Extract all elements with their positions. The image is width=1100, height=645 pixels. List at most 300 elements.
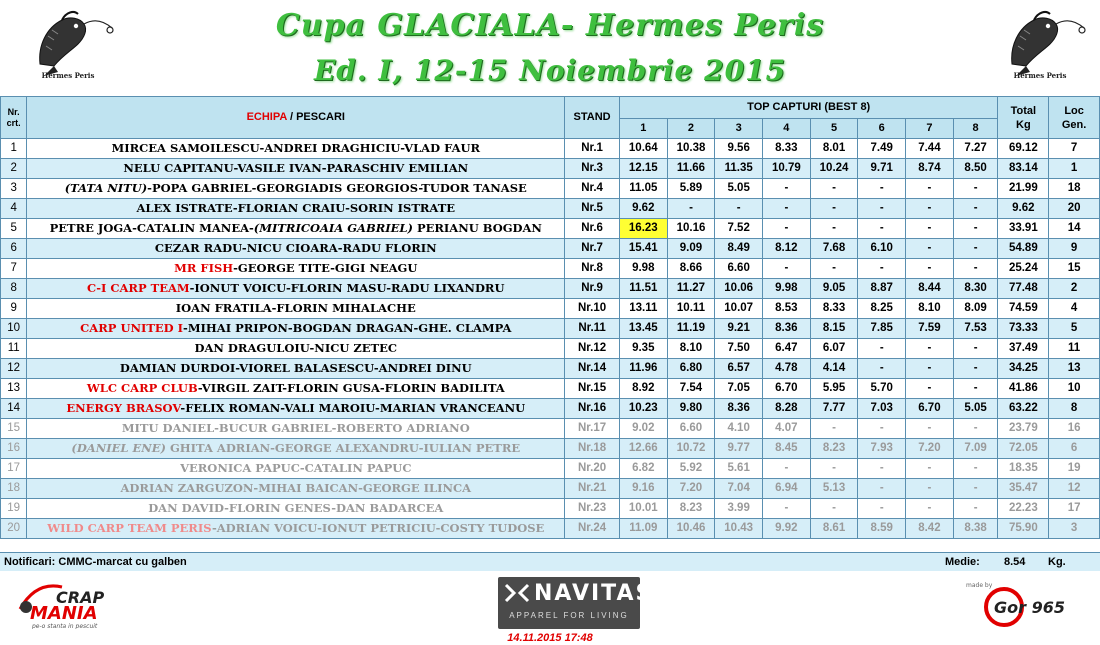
general-place: 16 (1049, 419, 1100, 439)
capture-weight: - (763, 459, 811, 479)
capture-weight: 7.04 (715, 479, 763, 499)
row-number: 12 (1, 359, 27, 379)
header-top-col: 3 (715, 119, 763, 139)
capture-weight: 6.47 (763, 339, 811, 359)
capture-weight: - (763, 199, 811, 219)
team-name (27, 359, 565, 379)
capture-weight: - (810, 179, 858, 199)
crap-mania-logo (16, 579, 146, 629)
team-name (27, 419, 565, 439)
capture-weight: - (953, 219, 998, 239)
capture-weight: - (953, 179, 998, 199)
navitas-mark-icon (504, 583, 530, 603)
team-name-segment: ENERGY BRASOV (66, 401, 181, 415)
capture-weight: 10.16 (667, 219, 715, 239)
capture-weight: 11.19 (667, 319, 715, 339)
capture-weight: 10.79 (763, 159, 811, 179)
capture-weight: 8.23 (810, 439, 858, 459)
capture-weight: - (906, 479, 954, 499)
capture-weight: 7.20 (906, 439, 954, 459)
header-loc: Loc Gen. (1049, 97, 1100, 139)
capture-weight: - (953, 419, 998, 439)
team-name (27, 259, 565, 279)
team-name (27, 379, 565, 399)
capture-weight: 4.14 (810, 359, 858, 379)
capture-weight: 7.03 (858, 399, 906, 419)
team-name-segment: NELU CAPITANU-VASILE IVAN-PARASCHIV EMILIAN (123, 161, 469, 175)
capture-weight: 7.54 (667, 379, 715, 399)
capture-weight: 12.66 (619, 439, 667, 459)
capture-weight: - (953, 359, 998, 379)
capture-weight: 8.33 (763, 139, 811, 159)
stand-number: Nr.14 (565, 359, 620, 379)
table-row (1, 439, 1100, 459)
stand-number: Nr.23 (565, 499, 620, 519)
capture-weight: - (906, 459, 954, 479)
stand-number: Nr.5 (565, 199, 620, 219)
stand-number: Nr.18 (565, 439, 620, 459)
team-name-segment: -POPA GABRIEL-GEORGIADIS GEORGIOS-TUDOR TANASE (147, 181, 527, 195)
capture-weight: 8.33 (810, 299, 858, 319)
capture-weight: 8.66 (667, 259, 715, 279)
general-place: 19 (1049, 459, 1100, 479)
capture-weight: 6.57 (715, 359, 763, 379)
total-kg: 73.33 (998, 319, 1049, 339)
capture-weight: 6.60 (715, 259, 763, 279)
table-row (1, 479, 1100, 499)
row-number: 19 (1, 499, 27, 519)
capture-weight: - (953, 379, 998, 399)
capture-weight: 11.09 (619, 519, 667, 539)
team-name-segment: DAN DAVID-FLORIN GENES-DAN BADARCEA (148, 501, 444, 515)
team-name-segment: MITU DANIEL-BUCUR GABRIEL-ROBERTO ADRIANO (121, 421, 470, 435)
capture-weight: 6.70 (906, 399, 954, 419)
capture-weight: 8.38 (953, 519, 998, 539)
row-number: 11 (1, 339, 27, 359)
capture-weight: 7.20 (667, 479, 715, 499)
total-kg: 75.90 (998, 519, 1049, 539)
row-number: 4 (1, 199, 27, 219)
stand-number: Nr.15 (565, 379, 620, 399)
capture-weight: 11.51 (619, 279, 667, 299)
capture-weight: 9.56 (715, 139, 763, 159)
results-table (0, 96, 1100, 539)
team-name (27, 299, 565, 319)
footer-notes (0, 552, 1100, 572)
capture-weight: 9.21 (715, 319, 763, 339)
capture-weight: 8.30 (953, 279, 998, 299)
table-row (1, 499, 1100, 519)
team-name-segment: -GEORGE TITE-GIGI NEAGU (233, 261, 418, 275)
capture-weight: - (858, 359, 906, 379)
row-number: 6 (1, 239, 27, 259)
capture-weight: 8.09 (953, 299, 998, 319)
capture-weight: 10.23 (619, 399, 667, 419)
capture-weight: - (763, 499, 811, 519)
capture-weight: - (858, 199, 906, 219)
capture-weight: - (763, 179, 811, 199)
capture-weight: 9.98 (619, 259, 667, 279)
capture-weight: - (906, 259, 954, 279)
capture-weight: 6.82 (619, 459, 667, 479)
stand-number: Nr.21 (565, 479, 620, 499)
capture-weight: 7.05 (715, 379, 763, 399)
team-name-segment: (TATA NITU) (64, 181, 148, 195)
stand-number: Nr.7 (565, 239, 620, 259)
capture-weight: 5.61 (715, 459, 763, 479)
team-name-segment: WLC CARP CLUB (86, 381, 198, 395)
capture-weight: - (810, 499, 858, 519)
header-top-col: 7 (906, 119, 954, 139)
capture-weight: - (906, 379, 954, 399)
general-place: 18 (1049, 179, 1100, 199)
capture-weight: 9.98 (763, 279, 811, 299)
capture-weight: 10.72 (667, 439, 715, 459)
capture-weight: - (858, 339, 906, 359)
capture-weight: 11.66 (667, 159, 715, 179)
capture-weight: 8.45 (763, 439, 811, 459)
row-number: 17 (1, 459, 27, 479)
capture-weight: 9.92 (763, 519, 811, 539)
capture-weight: 8.23 (667, 499, 715, 519)
gor-965-logo (960, 577, 1090, 631)
capture-weight: 10.38 (667, 139, 715, 159)
capture-weight: 9.62 (619, 199, 667, 219)
capture-weight: 8.53 (763, 299, 811, 319)
table-row (1, 199, 1100, 219)
row-number: 10 (1, 319, 27, 339)
general-place: 2 (1049, 279, 1100, 299)
capture-weight: 6.10 (858, 239, 906, 259)
team-name (27, 499, 565, 519)
general-place: 11 (1049, 339, 1100, 359)
table-row (1, 339, 1100, 359)
team-name-segment: VERONICA PAPUC-CATALIN PAPUC (180, 461, 412, 475)
capture-weight: - (953, 499, 998, 519)
general-place: 6 (1049, 439, 1100, 459)
capture-weight: 11.05 (619, 179, 667, 199)
total-kg: 35.47 (998, 479, 1049, 499)
capture-weight: - (953, 479, 998, 499)
logo-caption: Hermes Peris (41, 71, 95, 80)
capture-weight: 4.07 (763, 419, 811, 439)
capture-weight: 5.13 (810, 479, 858, 499)
capture-weight: 10.11 (667, 299, 715, 319)
team-name-segment: ADRIAN ZARGUZON-MIHAI BAICAN-GEORGE ILINCA (120, 481, 472, 495)
table-row (1, 419, 1100, 439)
general-place: 15 (1049, 259, 1100, 279)
capture-weight: - (906, 419, 954, 439)
capture-weight: 13.45 (619, 319, 667, 339)
svg-text:MANIA: MANIA (30, 603, 98, 624)
general-place: 4 (1049, 299, 1100, 319)
capture-weight: 7.50 (715, 339, 763, 359)
header-top-col: 6 (858, 119, 906, 139)
total-kg: 9.62 (998, 199, 1049, 219)
capture-weight: 15.41 (619, 239, 667, 259)
table-row (1, 459, 1100, 479)
stand-number: Nr.16 (565, 399, 620, 419)
team-name-segment: -MIHAI PRIPON-BOGDAN DRAGAN-GHE. CLAMPA (183, 321, 512, 335)
capture-weight: 8.15 (810, 319, 858, 339)
capture-weight: 10.06 (715, 279, 763, 299)
capture-weight: - (810, 199, 858, 219)
logo-caption: Hermes Peris (1013, 71, 1067, 80)
team-name (27, 399, 565, 419)
team-name (27, 199, 565, 219)
capture-weight: - (715, 199, 763, 219)
capture-weight: 5.70 (858, 379, 906, 399)
team-name-segment: PERIANU BOGDAN (412, 221, 542, 235)
capture-weight: 7.77 (810, 399, 858, 419)
table-row (1, 179, 1100, 199)
general-place: 17 (1049, 499, 1100, 519)
team-name-segment: PETRE JOGA-CATALIN MANEA- (49, 221, 254, 235)
total-kg: 21.99 (998, 179, 1049, 199)
team-name-segment: -ADRIAN VOICU-IONUT PETRICIU-COSTY TUDOSE (211, 521, 545, 535)
capture-weight: 5.95 (810, 379, 858, 399)
capture-weight: 7.49 (858, 139, 906, 159)
capture-weight: - (906, 199, 954, 219)
average-label: Medie: (945, 556, 980, 568)
header-top-capturi: TOP CAPTURI (BEST 8) (619, 97, 998, 119)
page-title: Cupa GLACIALA- Hermes Peris (275, 8, 825, 43)
capture-weight: 8.92 (619, 379, 667, 399)
team-name-segment: ALEX ISTRATE-FLORIAN CRAIU-SORIN ISTRATE (136, 201, 456, 215)
capture-weight: - (906, 499, 954, 519)
capture-weight: - (906, 179, 954, 199)
svg-text:pe-o stanta in pescuit: pe-o stanta in pescuit (32, 623, 98, 629)
capture-weight: 10.46 (667, 519, 715, 539)
row-number: 5 (1, 219, 27, 239)
capture-weight: - (763, 219, 811, 239)
capture-weight: - (810, 219, 858, 239)
stand-number: Nr.1 (565, 139, 620, 159)
capture-weight: 9.71 (858, 159, 906, 179)
capture-weight: - (858, 499, 906, 519)
capture-weight: 11.35 (715, 159, 763, 179)
capture-weight: 7.44 (906, 139, 954, 159)
crap-mania-icon (16, 579, 146, 629)
capture-weight: 8.59 (858, 519, 906, 539)
header-echipa: ECHIPA / PESCARI (27, 97, 565, 139)
team-name (27, 439, 565, 459)
capture-weight: 10.43 (715, 519, 763, 539)
team-name (27, 459, 565, 479)
capture-weight: 8.28 (763, 399, 811, 419)
team-name-segment: DAN DRAGULOIU-NICU ZETEC (194, 341, 398, 355)
capture-weight: - (858, 459, 906, 479)
stand-number: Nr.24 (565, 519, 620, 539)
table-row (1, 399, 1100, 419)
general-place: 1 (1049, 159, 1100, 179)
navitas-logo (498, 577, 654, 629)
capture-weight: - (858, 259, 906, 279)
capture-weight: - (858, 479, 906, 499)
header-top-col: 1 (619, 119, 667, 139)
team-name-segment: IOAN FRATILA-FLORIN MIHALACHE (175, 301, 416, 315)
total-kg: 41.86 (998, 379, 1049, 399)
capture-weight: 7.53 (953, 319, 998, 339)
total-kg: 63.22 (998, 399, 1049, 419)
capture-weight: 11.96 (619, 359, 667, 379)
capture-weight: 7.52 (715, 219, 763, 239)
capture-weight: 7.27 (953, 139, 998, 159)
header-top-col: 5 (810, 119, 858, 139)
capture-weight: - (906, 239, 954, 259)
table-row (1, 159, 1100, 179)
page-header (0, 0, 1100, 96)
general-place: 12 (1049, 479, 1100, 499)
header-top-col: 8 (953, 119, 998, 139)
capture-weight: - (953, 459, 998, 479)
capture-weight: 6.80 (667, 359, 715, 379)
row-number: 14 (1, 399, 27, 419)
capture-weight: - (906, 219, 954, 239)
total-kg: 77.48 (998, 279, 1049, 299)
capture-weight: 13.11 (619, 299, 667, 319)
capture-weight: 9.80 (667, 399, 715, 419)
capture-weight: 6.60 (667, 419, 715, 439)
table-row (1, 259, 1100, 279)
capture-weight: - (953, 199, 998, 219)
capture-weight: 10.01 (619, 499, 667, 519)
team-name-segment: -VIRGIL ZAIT-FLORIN GUSA-FLORIN BADILITA (197, 381, 505, 395)
team-name (27, 239, 565, 259)
table-row (1, 379, 1100, 399)
team-name-segment: WILD CARP TEAM PERIS (47, 521, 212, 535)
capture-weight: 9.09 (667, 239, 715, 259)
table-row (1, 299, 1100, 319)
team-name (27, 479, 565, 499)
average-unit: Kg. (1048, 556, 1066, 568)
table-row (1, 219, 1100, 239)
stand-number: Nr.10 (565, 299, 620, 319)
team-name-segment: MR FISH (174, 261, 234, 275)
row-number: 16 (1, 439, 27, 459)
row-number: 13 (1, 379, 27, 399)
total-kg: 74.59 (998, 299, 1049, 319)
capture-weight: 8.61 (810, 519, 858, 539)
team-name-segment: MIRCEA SAMOILESCU-ANDREI DRAGHICIU-VLAD FAUR (111, 141, 481, 155)
hermes-peris-logo-right (990, 6, 1090, 88)
capture-weight: 8.36 (763, 319, 811, 339)
team-name (27, 279, 565, 299)
capture-weight: 6.07 (810, 339, 858, 359)
team-name-segment: CARP UNITED I (80, 321, 184, 335)
team-name-segment: -FELIX ROMAN-VALI MAROIU-MARIAN VRANCEANU (180, 401, 526, 415)
capture-weight: 4.10 (715, 419, 763, 439)
team-name (27, 159, 565, 179)
carp-fish-icon (990, 6, 1090, 78)
general-place: 13 (1049, 359, 1100, 379)
capture-weight: - (667, 199, 715, 219)
header-nr: Nr. crt. (1, 97, 27, 139)
general-place: 5 (1049, 319, 1100, 339)
team-name (27, 339, 565, 359)
stand-number: Nr.20 (565, 459, 620, 479)
general-place: 10 (1049, 379, 1100, 399)
capture-weight: 12.15 (619, 159, 667, 179)
stand-number: Nr.8 (565, 259, 620, 279)
table-row (1, 239, 1100, 259)
row-number: 1 (1, 139, 27, 159)
capture-weight: - (858, 219, 906, 239)
table-row (1, 519, 1100, 539)
capture-weight: - (810, 419, 858, 439)
header-total: Total Kg (998, 97, 1049, 139)
stand-number: Nr.11 (565, 319, 620, 339)
team-name-segment: C-I CARP TEAM (87, 281, 190, 295)
total-kg: 37.49 (998, 339, 1049, 359)
navitas-text: NAVITAS (534, 581, 654, 606)
team-name (27, 319, 565, 339)
capture-weight: 9.35 (619, 339, 667, 359)
capture-weight: 8.10 (667, 339, 715, 359)
table-row (1, 319, 1100, 339)
general-place: 3 (1049, 519, 1100, 539)
capture-weight: 9.16 (619, 479, 667, 499)
capture-weight: 16.23 (619, 219, 667, 239)
capture-weight: - (763, 259, 811, 279)
table-row (1, 359, 1100, 379)
general-place: 7 (1049, 139, 1100, 159)
capture-weight: - (858, 179, 906, 199)
capture-weight: 5.05 (953, 399, 998, 419)
capture-weight: 11.27 (667, 279, 715, 299)
navitas-tagline: APPAREL FOR LIVING (509, 611, 629, 620)
general-place: 9 (1049, 239, 1100, 259)
team-name (27, 139, 565, 159)
header-top-col: 2 (667, 119, 715, 139)
capture-weight: 7.85 (858, 319, 906, 339)
capture-weight: 8.42 (906, 519, 954, 539)
capture-weight: - (953, 259, 998, 279)
capture-weight: 8.12 (763, 239, 811, 259)
stand-number: Nr.9 (565, 279, 620, 299)
header-top-col: 4 (763, 119, 811, 139)
capture-weight: 6.70 (763, 379, 811, 399)
capture-weight: - (810, 259, 858, 279)
team-name (27, 219, 565, 239)
capture-weight: - (953, 239, 998, 259)
capture-weight: 8.44 (906, 279, 954, 299)
capture-weight: 8.01 (810, 139, 858, 159)
total-kg: 25.24 (998, 259, 1049, 279)
stand-number: Nr.4 (565, 179, 620, 199)
capture-weight: - (858, 419, 906, 439)
capture-weight: 4.78 (763, 359, 811, 379)
capture-weight: 8.25 (858, 299, 906, 319)
total-kg: 83.14 (998, 159, 1049, 179)
average-value: 8.54 (1004, 556, 1026, 568)
capture-weight: 6.94 (763, 479, 811, 499)
general-place: 8 (1049, 399, 1100, 419)
capture-weight: 9.02 (619, 419, 667, 439)
total-kg: 69.12 (998, 139, 1049, 159)
total-kg: 22.23 (998, 499, 1049, 519)
stand-number: Nr.12 (565, 339, 620, 359)
capture-weight: 3.99 (715, 499, 763, 519)
capture-weight: - (953, 339, 998, 359)
stand-number: Nr.3 (565, 159, 620, 179)
general-place: 20 (1049, 199, 1100, 219)
capture-weight: 5.89 (667, 179, 715, 199)
total-kg: 34.25 (998, 359, 1049, 379)
capture-weight: 9.77 (715, 439, 763, 459)
team-name-segment: (DANIEL ENE) (71, 441, 166, 455)
timestamp: 14.11.2015 17:48 (507, 632, 593, 644)
